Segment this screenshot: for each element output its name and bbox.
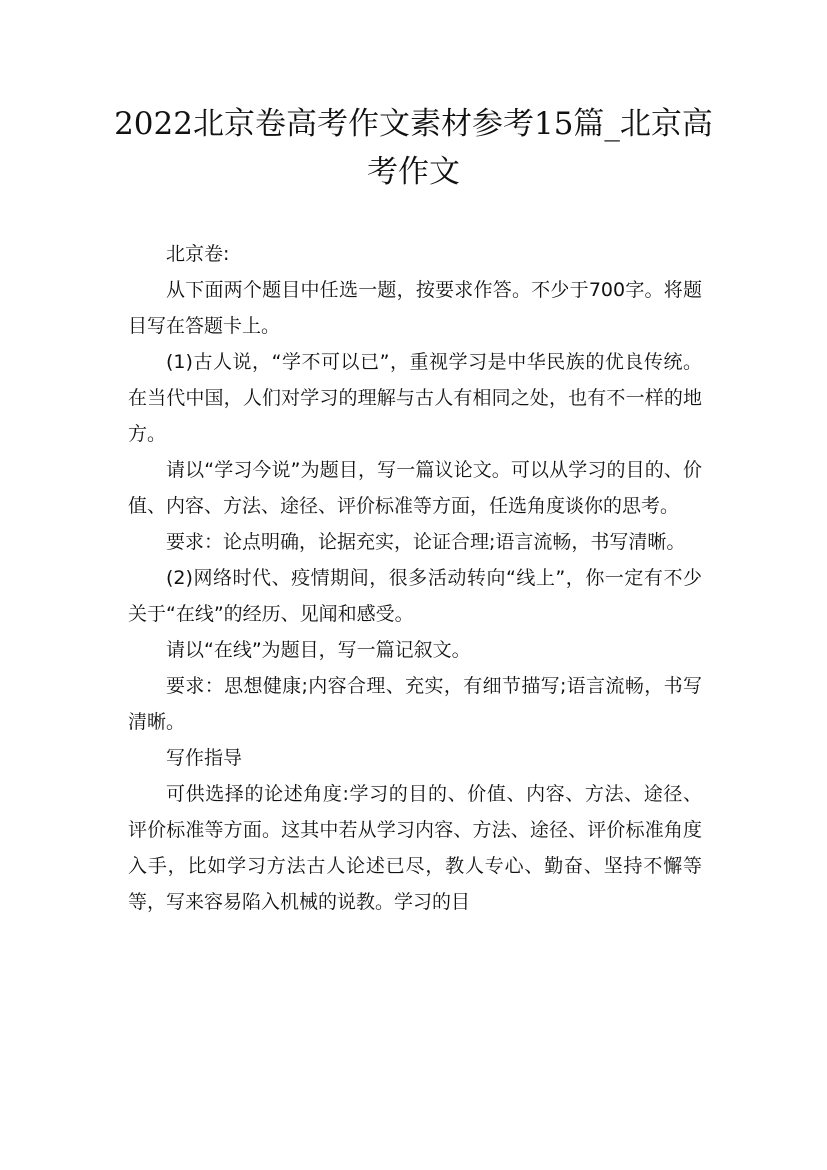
paragraph-instructions: 从下面两个题目中任选一题，按要求作答。不少于700字。将题目写在答题卡上。 xyxy=(128,279,702,337)
paragraph-topic-2-task: 请以“在线”为题目，写一篇记叙文。 xyxy=(166,639,471,661)
paragraph-writing-guide-text: 可供选择的论述角度:学习的目的、价值、内容、方法、途径、评价标准等方面。这其中若从学习内容、方法、途径、评价标准角度入手，比如学习方法古人论述已尽，教人专心、勤奋、坚持不懈等等，写来容易陷入机械的说教。学习的目 xyxy=(128,783,702,913)
paragraph-topic-1-context: (1)古人说，“学不可以已”，重视学习是中华民族的优良传统。在当代中国，人们对学习的理解与古人有相同之处，也有不一样的地方。 xyxy=(128,351,702,445)
paragraph-region-label: 北京卷: xyxy=(166,243,230,265)
paragraph-topic-1-task: 请以“学习今说”为题目，写一篇议论文。可以从学习的目的、价值、内容、方法、途径、评价标准等方面，任选角度谈你的思考。 xyxy=(128,459,702,517)
paragraph-topic-2-context: (2)网络时代、疫情期间，很多活动转向“线上”，你一定有不少关于“在线”的经历、见闻和感受。 xyxy=(128,567,702,625)
paragraph-topic-2-requirements: 要求：思想健康;内容合理、充实，有细节描写;语言流畅，书写清晰。 xyxy=(128,675,702,733)
document-title: 2022北京卷高考作文素材参考15篇_北京高考作文 xyxy=(114,106,713,190)
paragraph-topic-1-requirements: 要求：论点明确，论据充实，论证合理;语言流畅，书写清晰。 xyxy=(166,531,686,553)
paragraph-writing-guide-heading: 写作指导 xyxy=(166,747,243,769)
document-body xyxy=(128,236,702,920)
